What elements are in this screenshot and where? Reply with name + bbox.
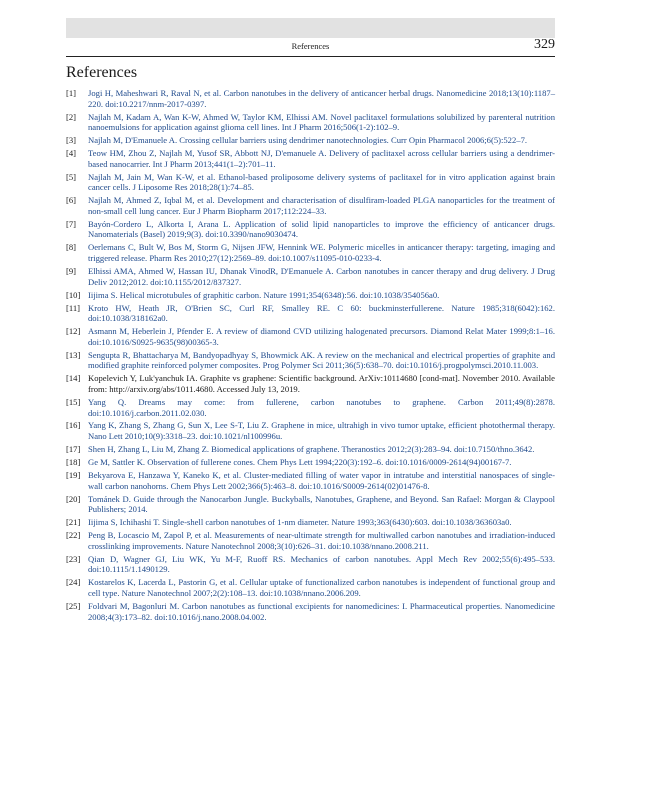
header-band xyxy=(66,18,555,38)
reference-number: [16] xyxy=(66,420,81,431)
reference-text[interactable]: Foldvari M, Bagonluri M. Carbon nanotubes as functional excipients for nanomedicines: I. Pharmaceutical properties. Nanomedicine 2008;4(3):173–82. doi:10.1016/j.nano.2008.04.002. xyxy=(88,600,555,622)
reference-item xyxy=(66,350,555,371)
reference-text[interactable]: Najlah M, D'Emanuele A. Crossing cellular barriers using dendrimer nanotechnologies. Curr Opin Pharmacol 2006;6(5):522–7. xyxy=(88,135,528,146)
reference-item xyxy=(66,494,555,515)
reference-item xyxy=(66,373,555,394)
reference-number: [4] xyxy=(66,148,77,159)
running-head: References xyxy=(291,41,330,51)
reference-item xyxy=(66,530,555,551)
reference-text: Kopelevich Y, Luk'yanchuk IA. Graphite vs graphene: Scientific background. ArXiv:10114680 [cond-mat]. November 2010. Available from: http://arxiv.org/abs/1011.4680. Accessed July 13, 2019. xyxy=(88,373,555,394)
reference-item xyxy=(66,112,555,133)
reference-item xyxy=(66,577,555,598)
reference-number: [25] xyxy=(66,600,81,611)
reference-number: [12] xyxy=(66,326,81,337)
reference-text[interactable]: Teow HM, Zhou Z, Najlah M, Yusof SR, Abbott NJ, D'emanuele A. Delivery of paclitaxel across cellular barriers using a dendrimer-based nanocarrier. Int J Pharm 2013;441(1–2):701–11. xyxy=(88,148,555,169)
reference-number: [8] xyxy=(66,242,77,253)
reference-text[interactable]: Najlah M, Kadam A, Wan K-W, Ahmed W, Taylor KM, Elhissi AM. Novel paclitaxel formulations solubilized by parenteral nutrition nanoemulsions for application against glioma cell lines. Int J Pharm 2016;506(1-2):102–9. xyxy=(88,111,555,133)
reference-item xyxy=(66,601,555,622)
reference-text[interactable]: Iijima S, Ichihashi T. Single-shell carbon nanotubes of 1-nm diameter. Nature 1993;363(6430):603. doi:10.1038/363603a0. xyxy=(88,517,512,528)
reference-text[interactable]: Sengupta R, Bhattacharya M, Bandyopadhyay S, Bhowmick AK. A review on the mechanical and electrical properties of graphite and modified graphite reinforced polymer composites. Prog Polymer Sci 2011;36(5):638–70. doi:10.1016/j.progpolymsci.2010.11.003. xyxy=(88,349,555,371)
reference-text[interactable]: Kroto HW, Heath JR, O'Brien SC, Curl RF, Smalley RE. C 60: buckminsterfullerene. Nature 1985;318(6042):162. doi:10.1038/318162a0. xyxy=(88,302,555,324)
reference-item xyxy=(66,303,555,324)
reference-item xyxy=(66,135,555,146)
reference-number: [20] xyxy=(66,493,81,504)
reference-number: [19] xyxy=(66,470,81,481)
reference-text[interactable]: Najlah M, Ahmed Z, Iqbal M, et al. Development and characterisation of disulfiram-loaded PLGA nanoparticles for the treatment of non-small cell lung cancer. Eur J Pharm Biopharm 2017;112:224–33. xyxy=(88,195,555,216)
reference-text[interactable]: Ge M, Sattler K. Observation of fullerene cones. Chem Phys Lett 1994;220(3):192–6. doi:10.1016/0009-2614(94)00167-7. xyxy=(88,457,512,468)
reference-item xyxy=(66,554,555,575)
reference-item xyxy=(66,457,555,468)
reference-text[interactable]: Iijima S. Helical microtubules of graphitic carbon. Nature 1991;354(6348):56. doi:10.1038/354056a0. xyxy=(88,289,440,300)
reference-item xyxy=(66,420,555,441)
reference-number: [17] xyxy=(66,444,81,455)
reference-number: [1] xyxy=(66,88,77,98)
reference-text[interactable]: Shen H, Zhang L, Liu M, Zhang Z. Biomedical applications of graphene. Theranostics 2012;2(3):283–94. doi:10.7150/thno.3642. xyxy=(88,444,535,455)
reference-text[interactable]: Elhissi AMA, Ahmed W, Hassan IU, Dhanak VinodR, D'Emanuele A. Carbon nanotubes in cancer therapy and drug delivery. J Drug Deliv 2012;2012. doi:10.1155/2012/837327. xyxy=(88,266,555,287)
reference-number: [9] xyxy=(66,266,77,277)
reference-text[interactable]: Yang Q. Dreams may come: from fullerene, carbon nanotubes to graphene. Carbon 2011;49(8):2878. doi:10.1016/j.carbon.2011.02.030. xyxy=(88,396,555,418)
reference-number: [10] xyxy=(66,289,81,300)
header-rule xyxy=(66,56,555,57)
reference-item xyxy=(66,195,555,216)
reference-item xyxy=(66,470,555,491)
reference-text[interactable]: Qian D, Wagner GJ, Liu WK, Yu M-F, Ruoff RS. Mechanics of carbon nanotubes. Appl Mech Rev 2002;55(6):495–533. doi:10.1115/1.1490129. xyxy=(88,553,555,575)
reference-number: [7] xyxy=(66,218,77,229)
reference-number: [2] xyxy=(66,111,77,122)
reference-item xyxy=(66,290,555,301)
reference-item xyxy=(66,219,555,240)
reference-number: [3] xyxy=(66,135,77,146)
reference-number: [11] xyxy=(66,302,80,313)
reference-number: [24] xyxy=(66,577,81,588)
reference-list xyxy=(66,88,555,624)
reference-text[interactable]: Tománek D. Guide through the Nanocarbon Jungle. Buckyballs, Nanotubes, Graphene, and Beyond. San Rafael: Morgan & Claypool Publishers; 2014. xyxy=(88,493,555,515)
reference-number: [23] xyxy=(66,553,81,564)
reference-item xyxy=(66,397,555,418)
reference-text[interactable]: Yang K, Zhang S, Zhang G, Sun X, Lee S-T, Liu Z. Graphene in mice, ultrahigh in vivo tumor uptake, efficient photothermal therapy. Nano Lett 2010;10(9):3318–23. doi:10.1021/nl100996u. xyxy=(88,420,555,442)
reference-number: [22] xyxy=(66,530,81,541)
reference-item xyxy=(66,88,555,109)
section-title: References xyxy=(66,64,138,81)
reference-item xyxy=(66,444,555,455)
reference-text[interactable]: Najlah M, Jain M, Wan K-W, et al. Ethanol-based proliposome delivery systems of paclitaxel for in vitro application against brain cancer cells. J Liposome Res 2018;28(1):74–85. xyxy=(88,171,555,193)
reference-text[interactable]: Asmann M, Heberlein J, Pfender E. A review of diamond CVD utilizing halogenated precursors. Diamond Relat Mater 1999;8:1–16. doi:10.1016/S0925-9635(98)00365-3. xyxy=(88,326,555,347)
reference-item xyxy=(66,242,555,263)
page-number: 329 xyxy=(534,37,555,52)
reference-text[interactable]: Jogi H, Maheshwari R, Raval N, et al. Carbon nanotubes in the delivery of anticancer herbal drugs. Nanomedicine 2018;13(10):1187–220. doi:10.2217/nnm-2017-0397. xyxy=(88,88,555,109)
reference-item xyxy=(66,517,555,528)
reference-text[interactable]: Peng B, Locascio M, Zapol P, et al. Measurements of near-ultimate strength for multiwalled carbon nanotubes and irradiation-induced crosslinking improvements. Nature Nanotechnol 2008;3(10):626–31. doi:10.1038/nnano.2008.211. xyxy=(88,530,555,551)
reference-text[interactable]: Bayón-Cordero L, Alkorta I, Arana L. Application of solid lipid nanoparticles to improve the efficiency of anticancer drugs. Nanomaterials (Basel) 2019;9(3). doi:10.3390/nano9030474. xyxy=(88,218,555,240)
reference-number: [18] xyxy=(66,457,81,468)
reference-item xyxy=(66,326,555,347)
reference-number: [14] xyxy=(66,373,81,384)
reference-number: [21] xyxy=(66,517,81,528)
reference-number: [6] xyxy=(66,195,77,206)
reference-text[interactable]: Oerlemans C, Bult W, Bos M, Storm G, Nijsen JFW, Hennink WE. Polymeric micelles in anticancer therapy: targeting, imaging and triggered release. Pharm Res 2010;27(12):2569–89. doi:10.1007/s11095-010-0233-4. xyxy=(88,242,555,264)
reference-number: [5] xyxy=(66,171,77,182)
reference-item xyxy=(66,172,555,193)
reference-number: [13] xyxy=(66,349,81,360)
reference-text[interactable]: Kostarelos K, Lacerda L, Pastorin G, et al. Cellular uptake of functionalized carbon nanotubes is independent of functional group and cell type. Nature Nanotechnol 2007;2(2):108–13. doi:10.1038/nnano.2006.209. xyxy=(88,577,555,598)
reference-item xyxy=(66,148,555,169)
reference-text[interactable]: Bekyarova E, Hanzawa Y, Kaneko K, et al. Cluster-mediated filling of water vapor in intratube and interstitial nanospaces of single-wall carbon nanohorns. Chem Phys Lett 2002;366(5):463–8. doi:10.1016/S0009-2614(02)01476-8. xyxy=(88,470,555,491)
reference-item xyxy=(66,266,555,287)
reference-number: [15] xyxy=(66,396,81,407)
